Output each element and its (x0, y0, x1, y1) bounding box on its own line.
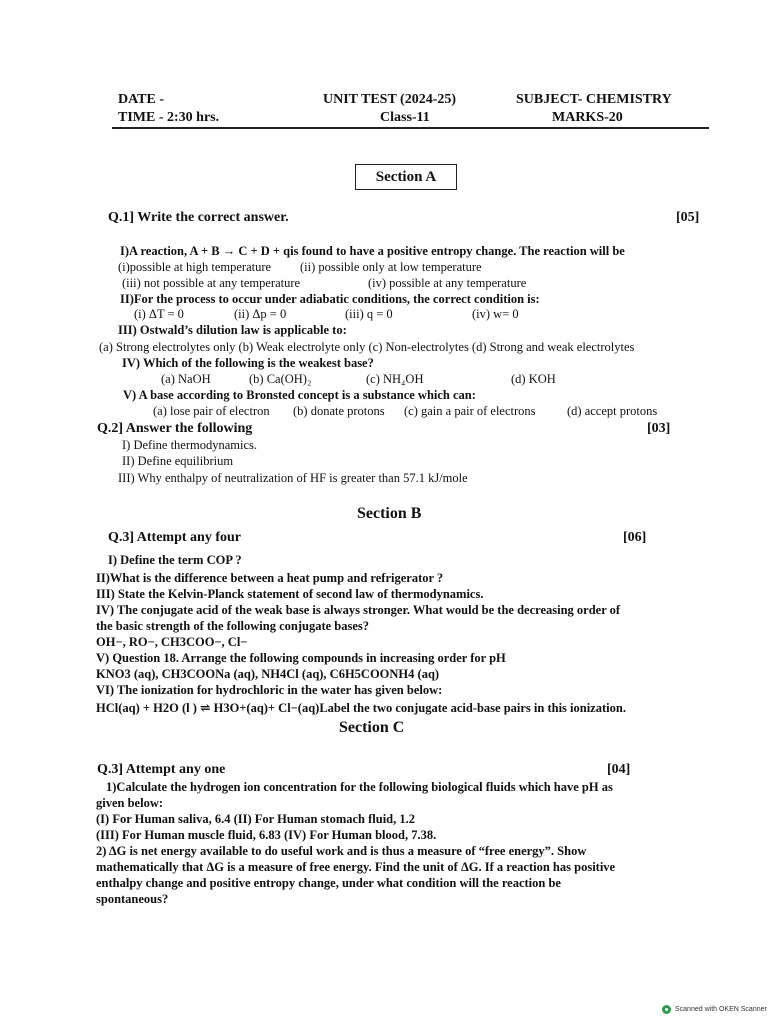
q3b-v-line1: V) Question 18. Arrange the following compounds in increasing order for pH (96, 651, 506, 665)
q1-ii-option-a: (i) ΔT = 0 (134, 307, 184, 321)
q3b-vi-line1: VI) The ionization for hydrochloric in the water has given below: (96, 683, 443, 697)
q1-marks: [05] (676, 210, 700, 225)
q3b-i: I) Define the term COP ? (108, 553, 242, 567)
q3b-v-line2: KNO3 (aq), CH3COONa (aq), NH4Cl (aq), C6H5COONH4 (aq) (96, 667, 440, 681)
q3c-line8: spontaneous? (96, 892, 169, 906)
q1-iv-option-b: (b) Ca(OH)₂ (249, 372, 312, 386)
q1-iv-option-d: (d) KOH (511, 372, 556, 386)
q1-ii-option-d: (iv) w= 0 (472, 307, 519, 321)
q1-i-option-d: (iv) possible at any temperature (368, 276, 527, 290)
header-rule (112, 127, 709, 129)
q1-iii-question: III) Ostwald’s dilution law is applicable to: (118, 323, 347, 337)
q1-i-question: I)A reaction, A + B → C + D + qis found to have a positive entropy change. The reaction will be (120, 244, 625, 258)
q1-iii-options: (a) Strong electrolytes only (b) Weak electrolyte only (c) Non-electrolytes (d) Strong and weak electrolytes (99, 340, 635, 354)
q3c-line3: (I) For Human saliva, 6.4 (II) For Human stomach fluid, 1.2 (96, 812, 416, 826)
q2-ii: II) Define equilibrium (122, 454, 234, 468)
q3b-iv-line3: OH−, RO−, CH3COO−, Cl− (96, 635, 248, 649)
q1-ii-option-c: (iii) q = 0 (345, 307, 393, 321)
q3b-label: Q.3] Attempt any four (108, 530, 241, 545)
q1-iv-question: IV) Which of the following is the weakest base? (122, 356, 374, 370)
q1-ii-option-b: (ii) Δp = 0 (234, 307, 287, 321)
q1-v-option-d: (d) accept protons (567, 404, 658, 418)
section-b-title: Section B (357, 505, 422, 522)
q3b-marks: [06] (623, 530, 647, 545)
date-label: DATE - (118, 92, 165, 107)
q1-i-option-c: (iii) not possible at any temperature (122, 276, 301, 290)
marks-label: MARKS-20 (552, 110, 623, 125)
q2-i: I) Define thermodynamics. (122, 438, 258, 452)
q1-i-option-b: (ii) possible only at low temperature (300, 260, 482, 274)
q3c-line4: (III) For Human muscle fluid, 6.83 (IV) For Human blood, 7.38. (96, 828, 437, 842)
scanner-text: Scanned with OKEN Scanner (675, 1006, 767, 1013)
q3b-iii: III) State the Kelvin-Planck statement of second law of thermodynamics. (96, 587, 484, 601)
q1-v-question: V) A base according to Bronsted concept is a substance which can: (123, 388, 476, 402)
scanner-watermark (662, 1005, 767, 1014)
q3c-line7: enthalpy change and positive entropy change, under what condition will the reaction be (96, 876, 561, 890)
q2-iii: III) Why enthalpy of neutralization of HF is greater than 57.1 kJ/mole (118, 471, 468, 485)
q1-v-option-a: (a) lose pair of electron (153, 404, 270, 418)
q1-iv-option-c: (c) NH₄OH (366, 372, 424, 386)
q2-label: Q.2] Answer the following (97, 421, 253, 436)
q1-ii-question: II)For the process to occur under adiabatic conditions, the correct condition is: (120, 292, 540, 306)
test-title: UNIT TEST (2024-25) (323, 92, 457, 107)
class-label: Class-11 (380, 110, 430, 125)
q2-marks: [03] (647, 421, 671, 436)
q3b-vi-line2: HCl(aq) + H2O (l ) ⇌ H3O+(aq)+ Cl−(aq)Label the two conjugate acid-base pairs in this ionization. (96, 701, 626, 715)
scanner-logo-icon (662, 1005, 671, 1014)
q3b-ii: II)What is the difference between a heat pump and refrigerator ? (96, 571, 444, 585)
section-a-title: Section A (355, 164, 457, 190)
q3b-iv-line1: IV) The conjugate acid of the weak base is always stronger. What would be the decreasing order of (96, 603, 621, 617)
q3c-line1: 1)Calculate the hydrogen ion concentration for the following biological fluids which have pH as (106, 780, 613, 794)
q1-v-option-b: (b) donate protons (293, 404, 385, 418)
q3c-line2: given below: (96, 796, 164, 810)
q3c-marks: [04] (607, 762, 631, 777)
subject-label: SUBJECT- CHEMISTRY (516, 92, 672, 107)
q1-iv-option-a: (a) NaOH (161, 372, 211, 386)
q3b-iv-line2: the basic strength of the following conjugate bases? (96, 619, 370, 633)
q3c-line5: 2) ΔG is net energy available to do useful work and is thus a measure of “free energy”. Show (96, 844, 587, 858)
q3c-line6: mathematically that ΔG is a measure of free energy. Find the unit of ΔG. If a reaction has positive (96, 860, 616, 874)
q1-label: Q.1] Write the correct answer. (108, 210, 289, 225)
q1-v-option-c: (c) gain a pair of electrons (404, 404, 536, 418)
section-c-title: Section C (339, 719, 405, 736)
q3c-label: Q.3] Attempt any one (97, 762, 226, 777)
q1-i-option-a: (i)possible at high temperature (118, 260, 272, 274)
time-label: TIME - 2:30 hrs. (118, 110, 220, 125)
